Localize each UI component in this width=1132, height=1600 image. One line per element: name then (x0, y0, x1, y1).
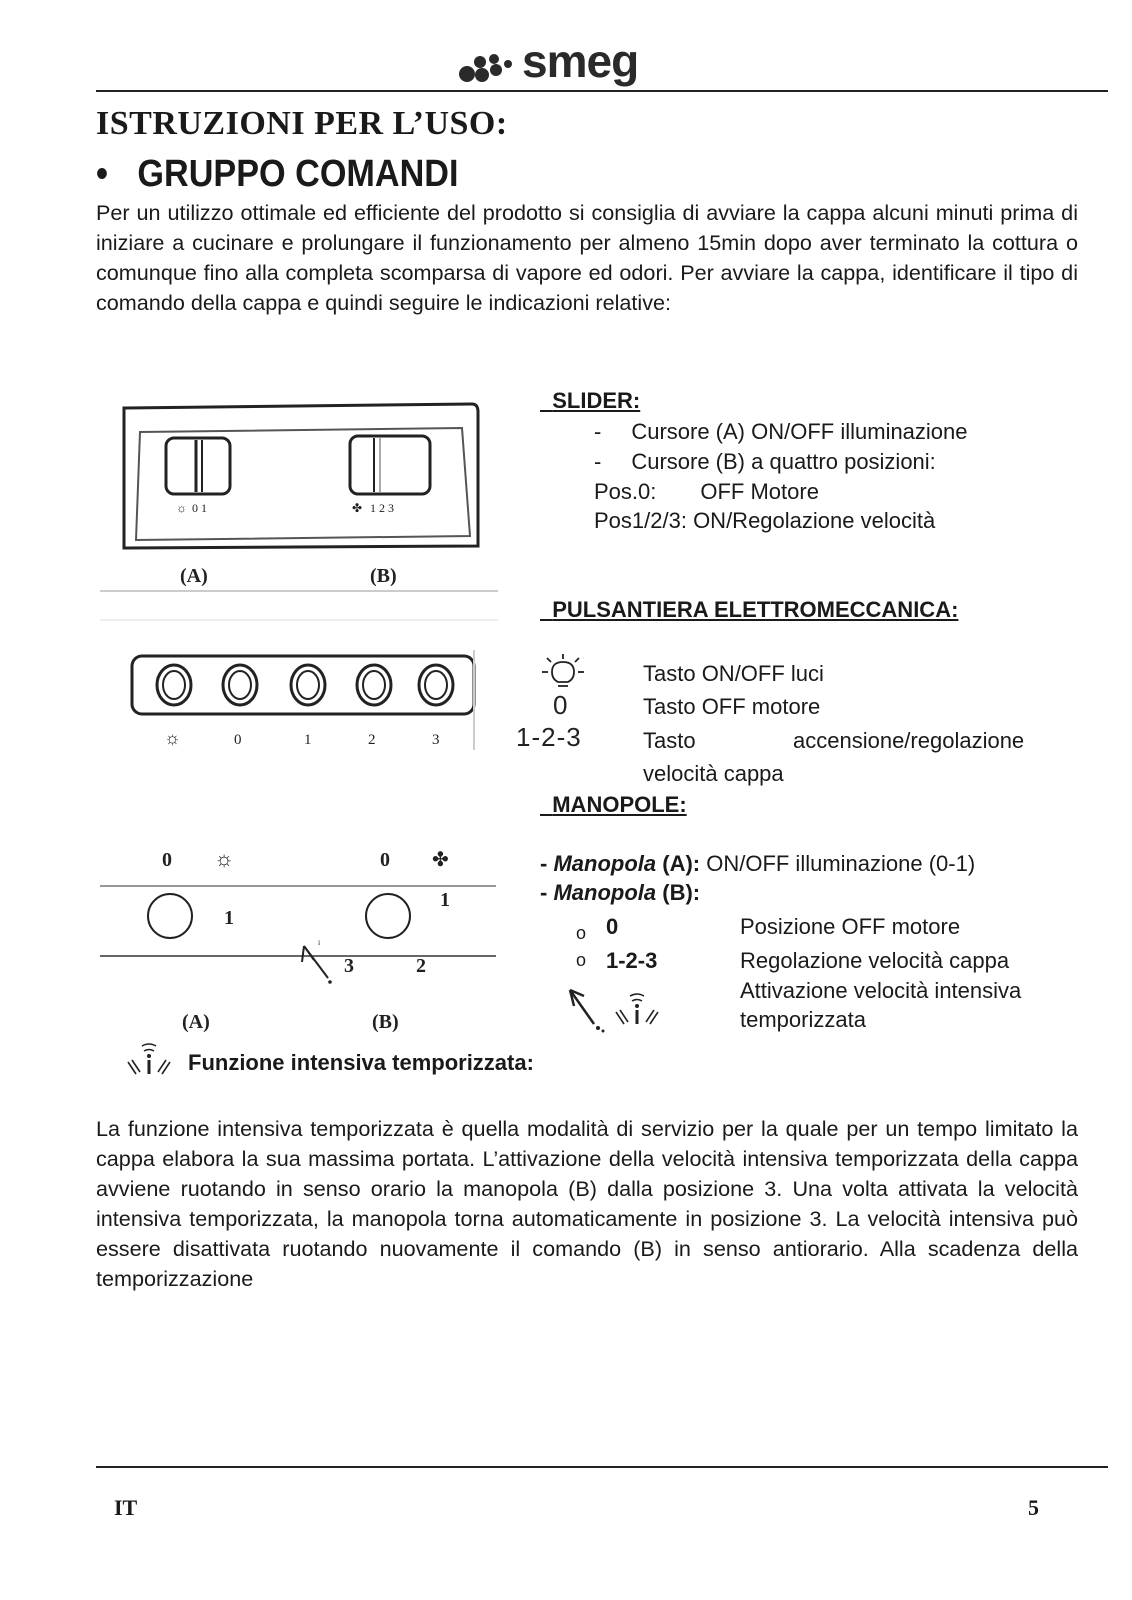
svg-text:☼: ☼ (214, 846, 235, 871)
btn-speed-text-c: velocità cappa (643, 761, 784, 786)
knob-b-one: 1 (440, 889, 450, 911)
intensive-function-icon (124, 1040, 174, 1082)
btn-speed-text-b: accensione/regolazione (793, 728, 1025, 753)
intensive-line-2: temporizzata (740, 1007, 866, 1032)
btn-off-text: Tasto OFF motore (643, 694, 821, 719)
intensive-line-1: Attivazione velocità intensiva (740, 978, 1022, 1003)
slider-heading-text: SLIDER: (552, 388, 641, 413)
slider-item-a-text: Cursore (A) ON/OFF illuminazione (631, 419, 968, 444)
slider-pos123: Pos1/2/3: ON/Regolazione velocità (594, 508, 936, 533)
panel-label-0: 0 (234, 732, 242, 748)
bullet-1-key: 1-2-3 (606, 948, 658, 973)
svg-text:ᵢ: ᵢ (318, 932, 321, 947)
slider-heading (540, 388, 640, 414)
slider-pos0 (594, 477, 819, 507)
prefix: - (540, 851, 554, 876)
intensive-icon (612, 990, 662, 1032)
manopola-b-line (540, 878, 700, 908)
knob-b-three: 3 (344, 955, 354, 977)
brand-name: smeg (522, 35, 639, 87)
svg-text:☼: ☼ (176, 501, 187, 515)
svg-text:✤: ✤ (432, 849, 449, 871)
footer-rule (96, 1466, 1108, 1468)
light-icon (538, 652, 588, 694)
btn-off-symbol: 0 (553, 690, 568, 720)
pos0-label: Pos.0: (594, 479, 657, 504)
rotate-arrow-icon (564, 984, 608, 1036)
pos0-value: OFF Motore (700, 479, 819, 504)
slider-item-a (594, 417, 968, 447)
brand-logo (458, 35, 668, 90)
slider-b-scale: 1 2 3 (370, 501, 394, 515)
pulsantiera-heading-text: PULSANTIERA ELETTROMECCANICA: (552, 597, 959, 622)
svg-text:☼: ☼ (164, 728, 181, 748)
slider-item-b (594, 447, 936, 477)
manopole-heading-text: MANOPOLE: (552, 792, 687, 817)
footer-language: IT (114, 1495, 138, 1520)
footer-page-number: 5 (1028, 1495, 1039, 1520)
knob-a-one: 1 (224, 907, 234, 929)
bullet-0-text: Posizione OFF motore (740, 914, 961, 939)
bullet-0-mark: o (576, 923, 587, 943)
manopole-heading (540, 792, 687, 818)
section-bullet: • (96, 153, 108, 195)
knob-label-a: (A) (182, 1011, 210, 1033)
document-title: ISTRUZIONI PER L’USO: (96, 105, 508, 142)
pulsantiera-heading (540, 597, 958, 623)
header-rule (96, 90, 1108, 92)
knob-control-figure (100, 836, 500, 1036)
knob-a-zero: 0 (162, 849, 172, 871)
manopola-a-text: ON/OFF illuminazione (0-1) (700, 851, 976, 876)
intensive-function-heading: Funzione intensiva temporizzata: (188, 1050, 534, 1075)
knob-label-b: (B) (372, 1011, 399, 1033)
btn-speed-symbol: 1-2-3 (516, 722, 582, 752)
bullet-1-text: Regolazione velocità cappa (740, 948, 1010, 973)
knob-b-zero: 0 (380, 849, 390, 871)
section-title-text: GRUPPO COMANDI (137, 153, 459, 195)
dash: - (594, 419, 602, 444)
bullet-0-key: 0 (606, 914, 619, 939)
manopola-a-line (540, 849, 975, 879)
svg-text:✤: ✤ (352, 501, 363, 515)
btn-speed-text-a: Tasto (643, 728, 696, 753)
slider-control-figure (100, 398, 500, 623)
manopola-b-label: Manopola (553, 880, 657, 905)
slider-label-a: (A) (180, 565, 208, 587)
slider-item-b-text: Cursore (B) a quattro posizioni: (631, 449, 936, 474)
pushbutton-panel-figure (128, 646, 480, 756)
manopola-a-letter: (A): (656, 851, 701, 876)
manopola-a-label: Manopola (553, 851, 657, 876)
section-title (96, 153, 459, 196)
panel-label-3: 3 (432, 732, 440, 748)
logo-dots-icon (458, 40, 522, 90)
btn-light-text: Tasto ON/OFF luci (643, 661, 824, 686)
intensive-function-paragraph: La funzione intensiva temporizzata è quella modalità di servizio per la quale per un tempo limitato la cappa elabora la sua massima portata. L’attivazione della velocità intensiva temporizzata della cappa avviene ruotando in senso orario la manopola (B) dalla posizione 3. Una volta attivata la velocità intensiva temporizzata, la manopola torna automaticamente in posizione 3. La velocità intensiva può essere disattivata ruotando nuovamente il comando (B) in senso antiorario. Alla scadenza della temporizzazione (96, 1116, 1078, 1291)
prefix: - (540, 880, 554, 905)
slider-a-scale: 0 1 (192, 501, 207, 515)
manopola-b-letter: (B): (656, 880, 701, 905)
bullet-1-mark: o (576, 950, 587, 970)
intro-paragraph: Per un utilizzo ottimale ed efficiente del prodotto si consiglia di avviare la cappa alcuni minuti prima di iniziare a cucinare e prolungare il funzionamento per almeno 15min dopo aver terminato la cottura o comunque fino alla completa scomparsa di vapore ed odori. Per avviare la cappa, identificare il tipo di comando della cappa e quindi seguire le indicazioni relative: (96, 200, 1078, 315)
panel-label-1: 1 (304, 732, 312, 748)
knob-b-two: 2 (416, 955, 426, 977)
dash: - (594, 449, 602, 474)
slider-label-b: (B) (370, 565, 397, 587)
panel-label-2: 2 (368, 732, 376, 748)
